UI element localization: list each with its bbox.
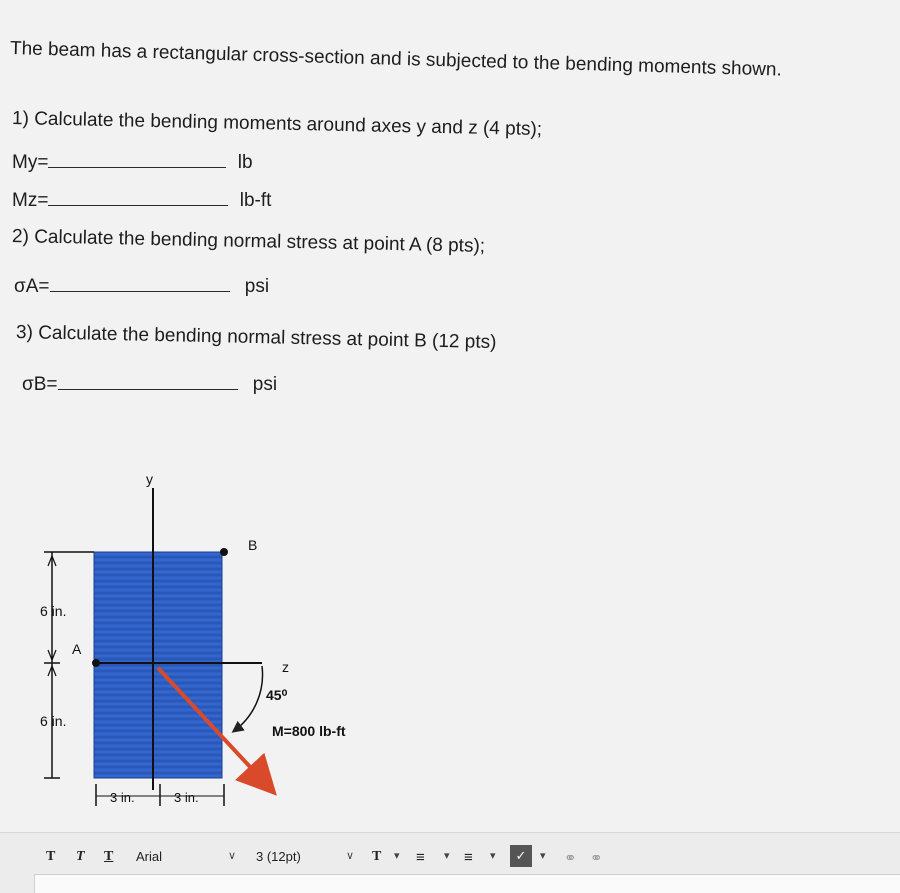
problem-intro: The beam has a rectangular cross-section and is subjected to the bending moments shown. [9,38,783,81]
chevron-down-icon[interactable]: ▾ [444,850,450,862]
italic-button[interactable]: T [76,849,85,864]
underline-button[interactable]: T [104,849,114,864]
dim-top-label: 6 in. [40,603,67,619]
sigma-b-row [22,374,277,396]
point-a-dot [92,659,100,667]
bold-button[interactable]: T [46,849,56,864]
font-family-select[interactable]: Arial [136,849,163,864]
beam-cross-section-diagram [0,440,420,820]
sigma-a-row [14,276,269,298]
angle-label: 45⁰ [266,687,288,703]
link-icon[interactable]: ⚭ [564,850,577,867]
dim-right-label: 3 in. [174,790,199,805]
unlink-icon[interactable]: ⚭ [590,850,603,867]
sigma-a-label: σA= [14,276,50,297]
numbered-list-icon[interactable]: ≡ [464,849,473,866]
font-size-select[interactable]: 3 (12pt) [256,849,301,864]
z-axis-label: z [282,659,289,675]
my-unit: lb [237,152,253,173]
my-label: My= [12,152,49,173]
sigma-b-answer-blank[interactable] [58,375,238,390]
beam-rectangle [94,552,222,778]
dim-bottom-label: 6 in. [40,713,67,729]
mz-row [12,190,271,212]
question-2: 2) Calculate the bending normal stress at point A (8 pts); [11,226,486,257]
sigma-a-answer-blank[interactable] [50,277,230,292]
my-answer-blank[interactable] [48,153,226,168]
bullet-list-icon[interactable]: ≡ [416,849,425,866]
chevron-down-icon[interactable]: ∨ [346,850,355,862]
mz-unit: lb-ft [239,190,272,211]
chevron-down-icon[interactable]: ▾ [540,850,546,862]
moment-label: M=800 lb-ft [272,723,346,739]
chevron-down-icon[interactable]: ∨ [228,850,237,862]
point-b-label: B [248,537,258,553]
point-a-label: A [72,641,82,657]
y-axis-label: y [146,471,153,487]
question-3: 3) Calculate the bending normal stress at point B (12 pts) [15,322,497,354]
point-b-dot [220,548,228,556]
chevron-down-icon[interactable]: ▾ [394,850,400,862]
sigma-b-unit: psi [252,374,278,395]
spellcheck-icon[interactable]: ✓ [510,845,532,867]
question-1: 1) Calculate the bending moments around axes y and z (4 pts); [11,108,543,141]
chevron-down-icon[interactable]: ▾ [490,850,496,862]
angle-arc [234,666,263,731]
editor-text-area[interactable] [34,874,900,893]
text-color-icon[interactable]: T [372,849,382,864]
sigma-b-label: σB= [22,374,58,395]
mz-label: Mz= [12,190,49,211]
mz-answer-blank[interactable] [48,191,228,206]
sigma-a-unit: psi [244,276,270,297]
my-row [12,152,253,174]
dim-left-label: 3 in. [110,790,135,805]
